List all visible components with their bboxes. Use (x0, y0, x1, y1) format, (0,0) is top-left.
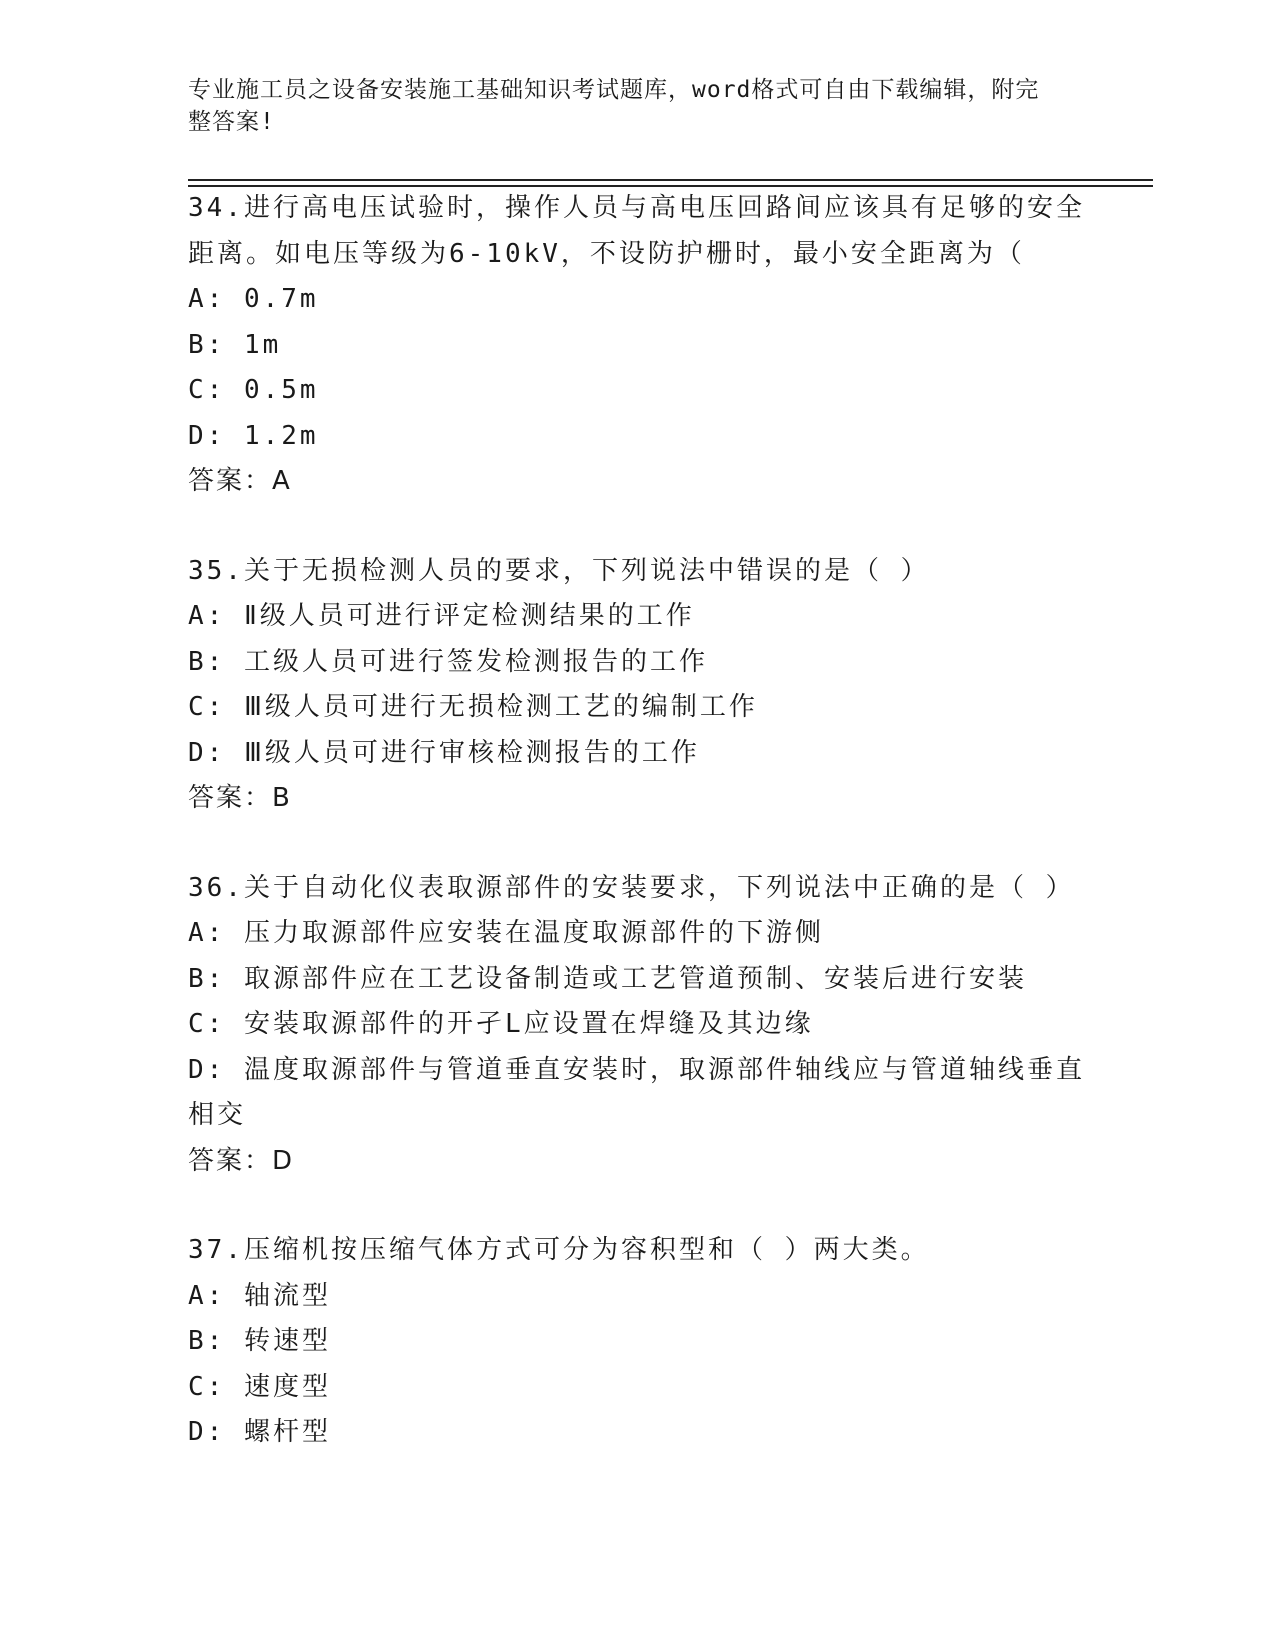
question-list (188, 186, 1088, 1500)
option-a: A: Ⅱ级人员可进行评定检测结果的工作 (188, 601, 695, 631)
question-36 (188, 866, 1088, 1185)
answer: 答案：B (188, 783, 292, 813)
option-a: A: 轴流型 (188, 1280, 331, 1311)
question-stem-cont: 距离。如电压等级为6-10kV，不设防护栅时，最小安全距离为（ (188, 238, 1025, 269)
option-c: C: 速度型 (188, 1371, 331, 1402)
option-d-cont: 相交 (188, 1100, 247, 1130)
question-stem: 36.关于自动化仪表取源部件的安装要求，下列说法中正确的是（ ） (188, 872, 1075, 903)
answer: 答案：D (188, 1145, 295, 1176)
option-b: B: 工级人员可进行签发检测报告的工作 (188, 646, 708, 677)
option-b: B: 取源部件应在工艺设备制造或工艺管道预制、安装后进行安装 (188, 963, 1027, 994)
header-line-2: 整答案! (188, 109, 275, 135)
document-header (188, 74, 1068, 138)
option-d: D: Ⅲ级人员可进行审核检测报告的工作 (188, 737, 700, 768)
answer: 答案：A (188, 466, 292, 496)
question-37 (188, 1228, 1088, 1456)
option-d: D: 1.2m (188, 420, 319, 451)
header-divider-top (188, 179, 1153, 181)
option-c: C: 安装取源部件的开孑L应设置在焊缝及其边缘 (188, 1009, 814, 1039)
option-b: B: 转速型 (188, 1326, 331, 1356)
option-a: A: 压力取源部件应安装在温度取源部件的下游侧 (188, 918, 824, 948)
question-35 (188, 549, 1088, 822)
option-c: C: Ⅲ级人员可进行无损检测工艺的编制工作 (188, 692, 758, 722)
question-stem: 35.关于无损检测人员的要求，下列说法中错误的是（ ） (188, 555, 930, 586)
question-34 (188, 186, 1088, 505)
header-line-1: 专业施工员之设备安装施工基础知识考试题库，word格式可自由下载编辑，附完 (188, 77, 1040, 103)
option-d: D: 温度取源部件与管道垂直安装时，取源部件轴线应与管道轴线垂直 (188, 1054, 1085, 1085)
option-b: B: 1m (188, 329, 282, 360)
option-d: D: 螺杆型 (188, 1417, 331, 1447)
question-stem: 37.压缩机按压缩气体方式可分为容积型和（ ）两大类。 (188, 1235, 930, 1265)
question-stem: 34.进行高电压试验时，操作人员与高电压回路间应该具有足够的安全 (188, 193, 1085, 223)
option-a: A: 0.7m (188, 284, 319, 314)
option-c: C: 0.5m (188, 375, 319, 405)
